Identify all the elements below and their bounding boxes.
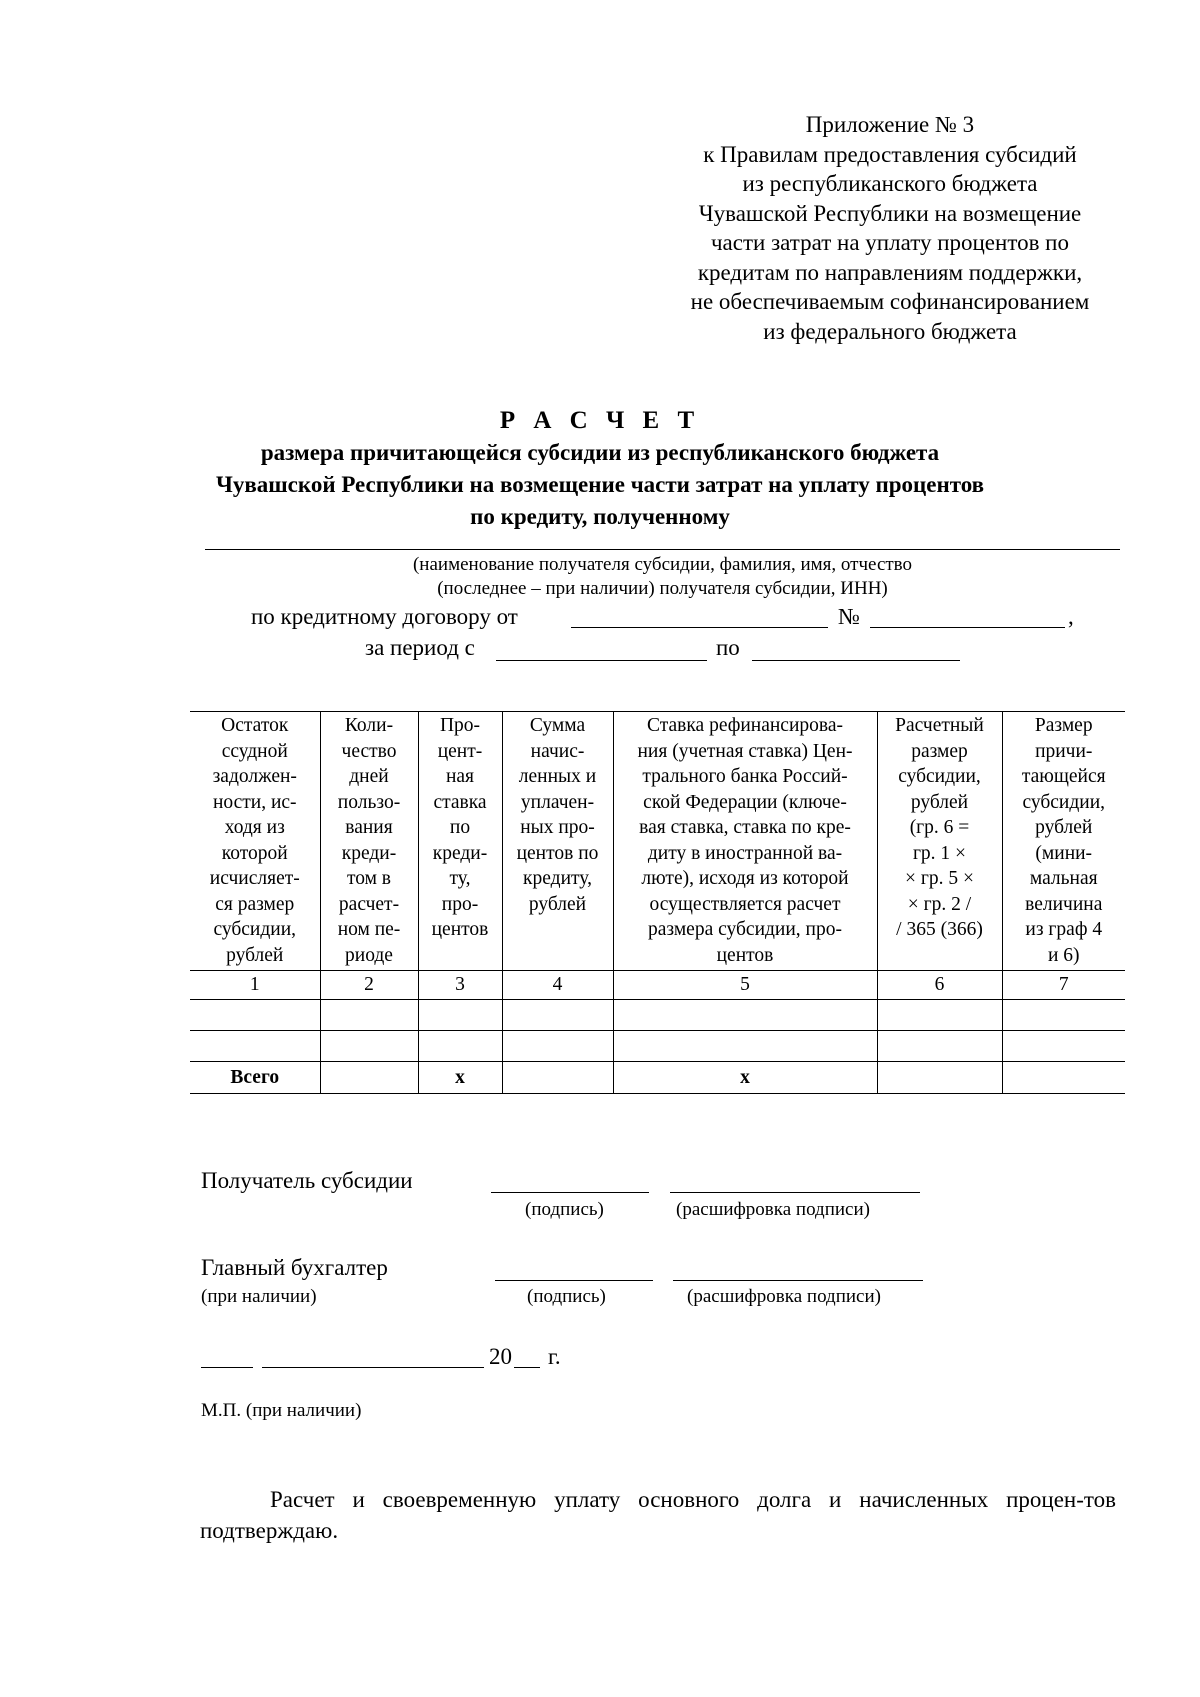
period-to-line[interactable] [752,660,960,661]
table-cell[interactable] [502,1000,613,1031]
document-title [150,405,1050,533]
recipient-hint-line: (последнее – при наличии) получателя субсидии, ИНН) [437,578,888,599]
period-to-label: по [716,635,740,660]
column-number: 6 [877,971,1002,1000]
annex-line: части затрат на уплату процентов по [710,230,1069,255]
contract-date-line[interactable] [571,627,828,628]
stamp-note: М.П. (при наличии) [201,1400,362,1421]
header-cell-2: Коли- чество дней пользо- вания креди- том в расчет- ном пе- риоде [320,712,418,971]
table-cell[interactable] [502,1062,613,1094]
annex-line: кредитам по направлениям поддержки, [697,259,1083,285]
annex-line: не обеспечиваемым софинансированием [690,289,1090,314]
recipient-hint-line: (наименование получателя субсидии, фамилия, имя, отчество [412,554,913,575]
table-cell[interactable] [418,1000,502,1031]
accountant-note: (при наличии) [201,1286,317,1307]
total-row [190,1062,1125,1094]
table-cell[interactable] [1002,1062,1125,1094]
title-line: Чувашской Республики на возмещение части затрат на уплату процентов [215,472,985,497]
header-cell-5: Ставка рефинансирова- ния (учетная ставка) Цен- трального банка Россий- ской Федерации (ключе- вая ставка, ставка по кре- диту в иностранной ва- люте), исходя из которой осуществляется расчет размера субсидии, про- центов [613,712,877,971]
period-from-line[interactable] [496,660,707,661]
period-prefix: за период с [365,635,475,660]
recipient-signature-label: Получатель субсидии [201,1168,413,1193]
recipient-signature-hint: (подпись) [525,1199,604,1220]
annex-line: из федерального бюджета [763,318,1017,344]
total-label: Всего [190,1062,320,1094]
table-row [190,1000,1125,1031]
header-cell-1: Остаток ссудной задолжен- ности, ис- ходя из которой исчисляет- ся размер субсидии, рублей [190,712,320,971]
date-year-suffix: г. [548,1344,561,1369]
column-number: 3 [418,971,502,1000]
column-number-row [190,971,1125,1000]
table-cell[interactable] [320,1062,418,1094]
table-cell[interactable] [613,1000,877,1031]
calculation-table [190,711,1125,1094]
accountant-decoding-hint: (расшифровка подписи) [687,1286,881,1307]
contract-number-line[interactable] [870,627,1065,628]
column-number: 1 [190,971,320,1000]
total-x-mark: x [613,1062,877,1094]
header-cell-3: Про- цент- ная ставка по креди- ту, про- центов [418,712,502,971]
table-row [190,1031,1125,1062]
annex-header [640,110,1140,346]
column-number: 7 [1002,971,1125,1000]
table-cell[interactable] [877,1062,1002,1094]
table-cell[interactable] [877,1031,1002,1062]
contract-prefix: по кредитному договору от [251,604,518,629]
total-x-mark: x [418,1062,502,1094]
recipient-signature-line[interactable] [491,1192,649,1193]
title-heading: Р А С Ч Е Т [499,407,701,434]
table-cell[interactable] [320,1031,418,1062]
accountant-signature-hint: (подпись) [527,1286,606,1307]
table-cell[interactable] [1002,1000,1125,1031]
accountant-signature-label: Главный бухгалтер [201,1255,388,1280]
date-year-prefix: 20 [489,1344,512,1369]
number-sign: № [838,604,860,629]
column-number: 2 [320,971,418,1000]
column-number: 4 [502,971,613,1000]
title-line: размера причитающейся субсидии из республиканского бюджета [260,440,940,465]
title-line: по кредиту, полученному [470,504,730,529]
table-cell[interactable] [613,1031,877,1062]
table-cell[interactable] [1002,1031,1125,1062]
column-number: 5 [613,971,877,1000]
table-header-row [190,712,1125,971]
annex-line: Приложение № 3 [805,112,975,137]
confirmation-paragraph: Расчет и своевременную уплату основного долга и начисленных процен-тов подтверждаю. [200,1487,1116,1543]
contract-comma: , [1068,604,1074,629]
table-cell[interactable] [320,1000,418,1031]
annex-line: Чувашской Республики на возмещение [698,200,1082,226]
date-month-line[interactable] [262,1367,484,1368]
table-cell[interactable] [502,1031,613,1062]
table-cell[interactable] [877,1000,1002,1031]
table-cell[interactable] [190,1031,320,1062]
table-cell[interactable] [418,1031,502,1062]
recipient-decoding-hint: (расшифровка подписи) [676,1199,870,1220]
date-year-line[interactable] [514,1367,540,1368]
annex-line: к Правилам предоставления субсидий [703,141,1077,167]
accountant-signature-line[interactable] [495,1280,653,1281]
header-cell-6: Расчетный размер субсидии, рублей (гр. 6 = гр. 1 × × гр. 5 × × гр. 2 / / 365 (366) [877,712,1002,971]
header-cell-4: Сумма начис- ленных и уплачен- ных про- центов по кредиту, рублей [502,712,613,971]
header-cell-7: Размер причи- тающейся субсидии, рублей (мини- мальная величина из граф 4 и 6) [1002,712,1125,971]
recipient-decoding-line[interactable] [670,1192,920,1193]
date-day-line[interactable] [201,1367,253,1368]
recipient-name-line[interactable] [205,549,1120,550]
table-cell[interactable] [190,1000,320,1031]
accountant-decoding-line[interactable] [673,1280,923,1281]
annex-line: из республиканского бюджета [742,171,1038,196]
